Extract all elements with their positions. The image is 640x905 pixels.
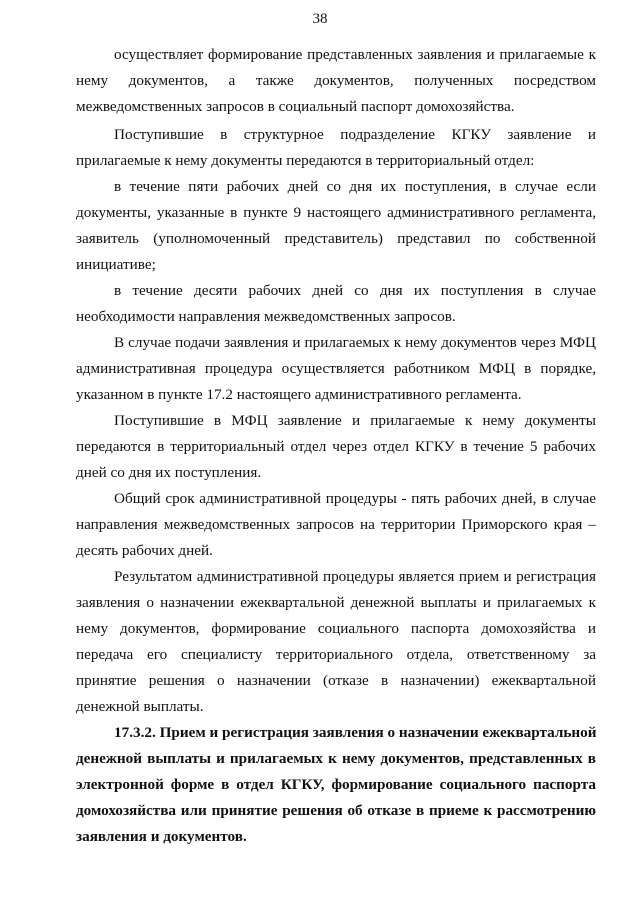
paragraph-line: передаются в территориальный отдел через отдел КГКУ в течение 5 рабочих	[76, 438, 596, 455]
paragraph-line: Общий срок административной процедуры - пять рабочих дней, в случае	[114, 490, 596, 507]
paragraph-line: заявитель (уполномоченный представитель) представил по собственной	[76, 230, 596, 247]
section-heading-line: домохозяйства или принятие решения об отказе в приеме к рассмотрению	[76, 802, 596, 819]
paragraph-line: Результатом административной процедуры является прием и регистрация	[114, 568, 596, 585]
paragraph-line: Поступившие в структурное подразделение КГКУ заявление и	[114, 126, 596, 143]
paragraph-line: административная процедура осуществляется работником МФЦ в порядке,	[76, 360, 596, 377]
paragraph-line: нему документов, формирование социального паспорта домохозяйства и	[76, 620, 596, 637]
paragraph-line: передача его специалисту территориального отдела, ответственному за	[76, 646, 596, 663]
paragraph-line: инициативе;	[76, 256, 156, 273]
paragraph-line: прилагаемые к нему документы передаются в территориальный отдел:	[76, 152, 535, 169]
paragraph-line: документы, указанные в пункте 9 настоящего административного регламента,	[76, 204, 596, 221]
paragraph-line: в течение пяти рабочих дней со дня их поступления, в случае если	[114, 178, 596, 195]
section-heading-line: заявления и документов.	[76, 828, 247, 845]
paragraph-line: нему документов, а также документов, полученных посредством	[76, 72, 596, 89]
paragraph-line: межведомственных запросов в социальный паспорт домохозяйства.	[76, 98, 515, 115]
paragraph-line: указанном в пункте 17.2 настоящего административного регламента.	[76, 386, 522, 403]
paragraph-line: В случае подачи заявления и прилагаемых к нему документов через МФЦ	[114, 334, 596, 351]
paragraph-line: направления межведомственных запросов на территории Приморского края –	[76, 516, 596, 533]
section-heading-line: электронной форме в отдел КГКУ, формирование социального паспорта	[76, 776, 596, 793]
paragraph-line: десять рабочих дней.	[76, 542, 213, 559]
page-number: 38	[312, 11, 328, 27]
paragraph-line: заявления о назначении ежеквартальной денежной выплаты и прилагаемых к	[76, 594, 596, 611]
paragraph-line: принятие решения о назначении (отказе в назначении) ежеквартальной	[76, 672, 596, 689]
paragraph-line: денежной выплаты.	[76, 698, 204, 715]
section-heading-line: денежной выплаты и прилагаемых к нему документов, представленных в	[76, 750, 596, 767]
section-heading-line: 17.3.2. Прием и регистрация заявления о назначении ежеквартальной	[114, 724, 597, 741]
paragraph-line: дней со дня их поступления.	[76, 464, 262, 481]
paragraph-line: необходимости направления межведомственных запросов.	[76, 308, 456, 325]
paragraph-line: в течение десяти рабочих дней со дня их поступления в случае	[114, 282, 596, 299]
paragraph-line: осуществляет формирование представленных заявления и прилагаемые к	[114, 46, 596, 63]
paragraph-line: Поступившие в МФЦ заявление и прилагаемые к нему документы	[114, 412, 596, 429]
